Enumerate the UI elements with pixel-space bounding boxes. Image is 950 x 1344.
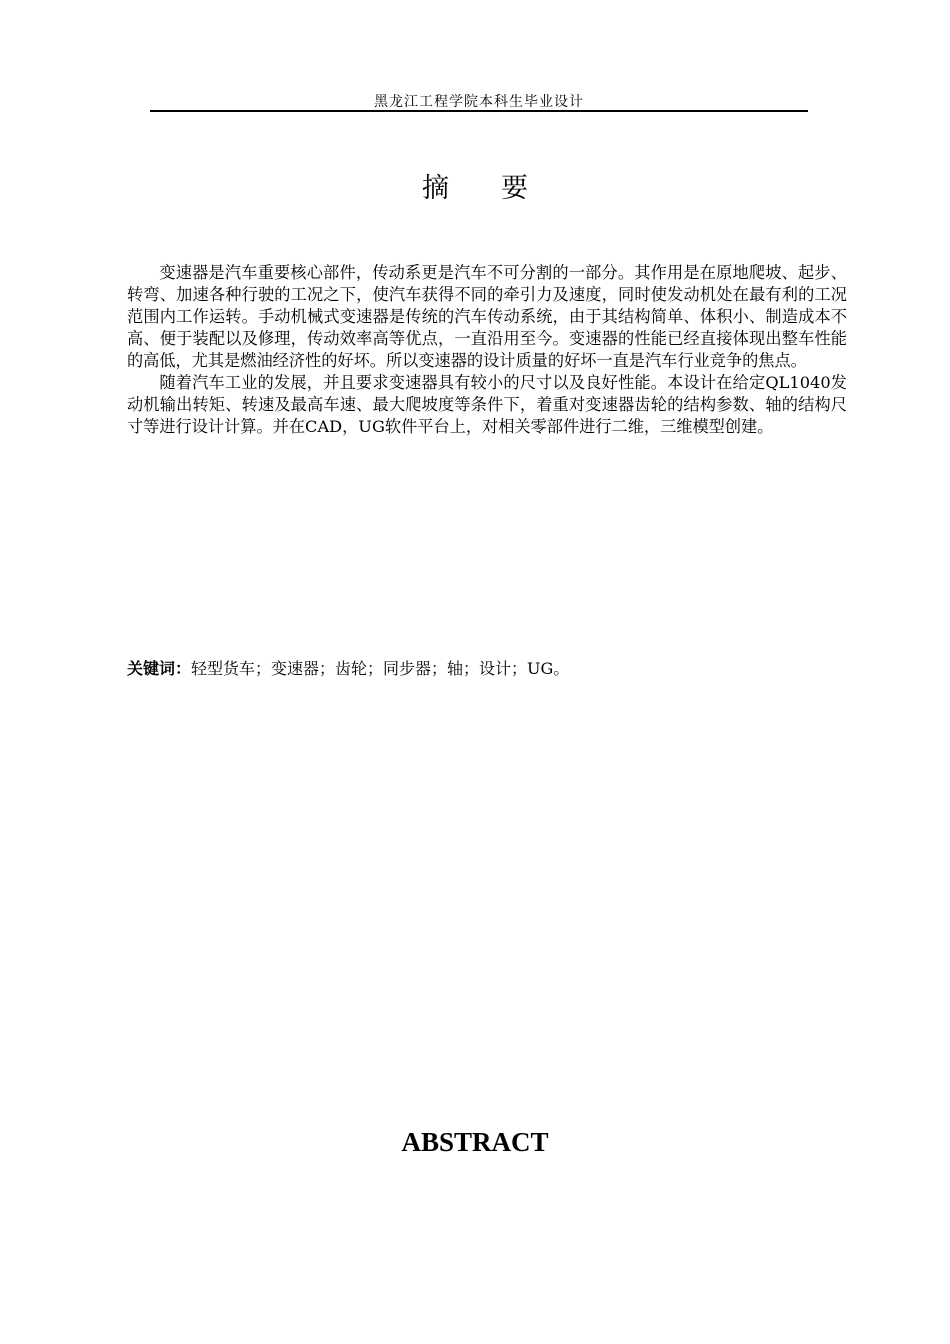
page-header: 黑龙江工程学院本科生毕业设计 (374, 94, 584, 110)
abstract-paragraph-1: 变速器是汽车重要核心部件，传动系更是汽车不可分割的一部分。其作用是在原地爬坡、起步、转弯、加速各种行驶的工况之下，使汽车获得不同的牵引力及速度，同时使发动机处在最有利的工况范围内工作运转。手动机械式变速器是传统的汽车传动系统，由于其结构简单、体积小、制造成本不高、便于装配以及修理，传动效率高等优点，一直沿用至今。变速器的性能已经直接体现出整车性能的高低，尤其是燃油经济性的好坏。所以变速器的设计质量的好坏一直是汽车行业竞争的焦点。 (127, 263, 847, 370)
abstract-title-char-2: 要 (501, 173, 528, 204)
abstract-paragraph-2: 随着汽车工业的发展，并且要求变速器具有较小的尺寸以及良好性能。本设计在给定QL1040发动机输出转矩、转速及最高车速、最大爬坡度等条件下，着重对变速器齿轮的结构参数、轴的结构尺寸等进行设计计算。并在CAD，UG软件平台上，对相关零部件进行二维，三维模型创建。 (127, 373, 847, 436)
header-rule (150, 110, 808, 112)
keywords-line (127, 658, 847, 680)
abstract-title-char-1: 摘 (422, 173, 449, 204)
abstract-title-english: ABSTRACT (401, 1127, 549, 1157)
keywords-label: 关键词： (127, 659, 192, 678)
abstract-title-chinese (0, 166, 950, 205)
abstract-body (127, 262, 847, 438)
keywords-text: 轻型货车；变速器；齿轮；同步器；轴；设计；UG。 (191, 659, 570, 678)
